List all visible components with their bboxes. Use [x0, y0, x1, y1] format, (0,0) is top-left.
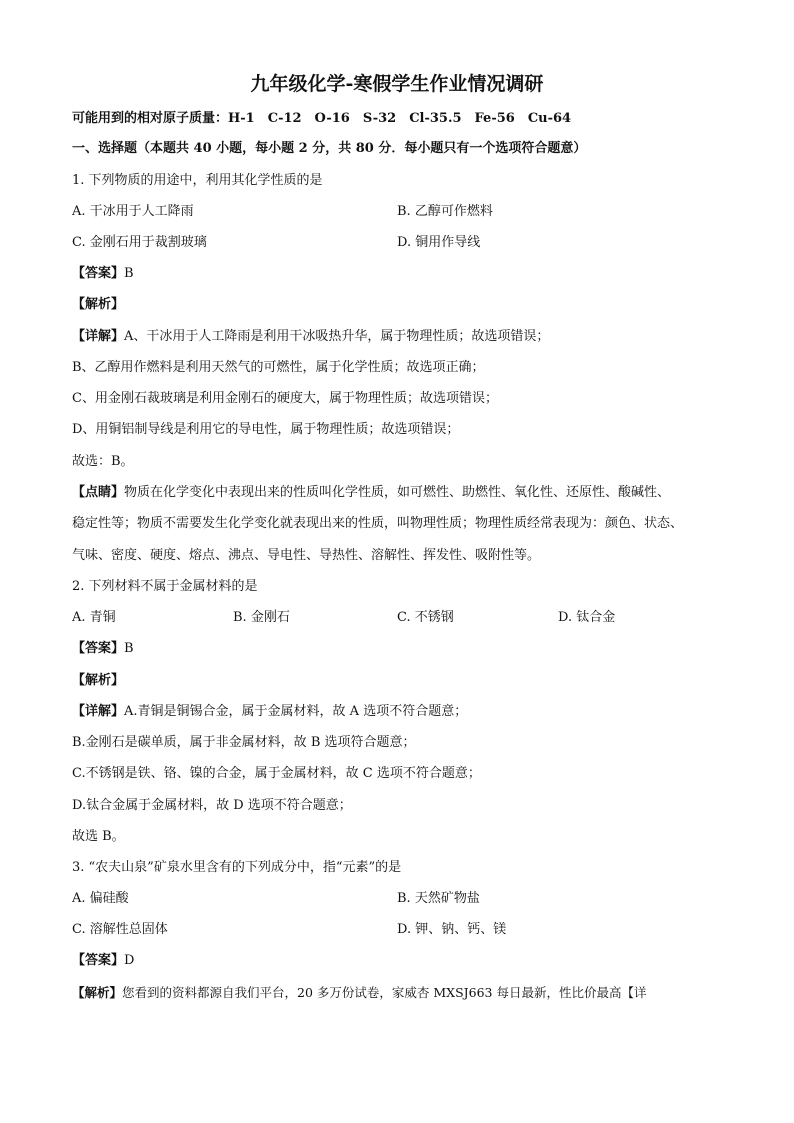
- q3-option-b: B. 天然矿物盐: [397, 891, 480, 906]
- section-heading: 一、选择题（本题共 40 小题，每小题 2 分，共 80 分．每小题只有一个选项符合题意）: [72, 141, 587, 156]
- q2-detail-c: C.不锈钢是铁、铬、镍的合金，属于金属材料，故 C 选项不符合题意；: [72, 766, 481, 781]
- q2-option-d: D. 钛合金: [558, 610, 616, 625]
- q2-option-c: C. 不锈钢: [397, 610, 454, 625]
- q1-detail-a: [72, 328, 549, 346]
- q3-option-c: C. 溶解性总固体: [72, 922, 168, 937]
- q2-answer-value: B: [124, 641, 134, 656]
- q2-detail-b: B.金刚石是碳单质，属于非金属材料，故 B 选项符合题意；: [72, 735, 416, 750]
- q2-detail-d: D.钛合金属于金属材料，故 D 选项不符合题意；: [72, 798, 352, 813]
- q1-choice: 故选：B。: [72, 454, 134, 469]
- q1-answer-label: 【答案】: [72, 266, 125, 281]
- q1-stem: 1. 下列物质的用途中，利用其化学性质的是: [72, 173, 323, 188]
- q1-comment-1: [72, 484, 670, 502]
- q3-option-d: D. 钾、钠、钙、镁: [397, 922, 507, 937]
- q2-option-b: B. 金刚石: [233, 610, 290, 625]
- q2-choice: 故选 B。: [72, 829, 125, 844]
- q3-option-a: A. 偏硅酸: [72, 891, 129, 906]
- q3-answer-label: 【答案】: [72, 953, 125, 968]
- q1-answer: [72, 265, 134, 283]
- q1-comment-1-text: 物质在化学变化中表现出来的性质叫化学性质，如可燃性、助燃性、氧化性、还原性、酸碱性、: [124, 485, 671, 500]
- q2-answer-label: 【答案】: [72, 641, 125, 656]
- q1-detail-d: D、用铜铝制导线是利用它的导电性，属于物理性质；故选项错误；: [72, 422, 460, 437]
- q3-analysis: [72, 984, 646, 1002]
- q1-detail-a-text: A、干冰用于人工降雨是利用干冰吸热升华，属于物理性质；故选项错误；: [124, 329, 550, 344]
- q1-detail-c: C、用金刚石裁玻璃是利用金刚石的硬度大，属于物理性质；故选项错误；: [72, 391, 498, 406]
- q1-option-b: B. 乙醇可作燃料: [397, 204, 493, 219]
- q3-stem: 3. “农夫山泉”矿泉水里含有的下列成分中，指“元素”的是: [72, 860, 402, 875]
- page-title: 九年级化学-寒假学生作业情况调研: [250, 73, 544, 95]
- atomic-masses: 可能用到的相对原子质量：H-1 C-12 O-16 S-32 Cl-35.5 Fe-56 Cu-64: [72, 111, 572, 126]
- q3-analysis-text: 您看到的资料都源自我们平台，20 多万份试卷，家威杏 MXSJ663 每日最新，性比价最高【详: [122, 985, 647, 1000]
- q1-option-a: A. 干冰用于人工降雨: [72, 204, 194, 219]
- q2-option-a: A. 青铜: [72, 610, 116, 625]
- q3-answer-value: D: [124, 953, 135, 968]
- q2-analysis-label: 【解析】: [72, 673, 125, 688]
- q1-analysis-label: 【解析】: [72, 297, 125, 312]
- q1-comment-2: 稳定性等；物质不需要发生化学变化就表现出来的性质，叫物理性质；物理性质经常表现为：颜色、状态、: [72, 516, 684, 531]
- q2-detail-a: [72, 703, 467, 721]
- q1-answer-value: B: [124, 266, 134, 281]
- q3-analysis-label: 【解析】: [72, 985, 123, 1000]
- q3-answer: [72, 952, 134, 970]
- q2-detail-a-text: A.青铜是铜锡合金，属于金属材料，故 A 选项不符合题意；: [124, 704, 468, 719]
- q2-answer: [72, 640, 134, 658]
- q2-detail-label: 【详解】: [72, 704, 125, 719]
- q1-option-d: D. 铜用作导线: [397, 235, 481, 250]
- q1-comment-label: 【点睛】: [72, 485, 125, 500]
- q1-comment-3: 气味、密度、硬度、熔点、沸点、导电性、导热性、溶解性、挥发性、吸附性等。: [72, 548, 541, 563]
- q1-option-c: C. 金刚石用于裁割玻璃: [72, 235, 207, 250]
- q2-stem: 2. 下列材料不属于金属材料的是: [72, 579, 258, 594]
- q1-detail-b: B、乙醇用作燃料是利用天然气的可燃性，属于化学性质；故选项正确；: [72, 360, 485, 375]
- q1-detail-label: 【详解】: [72, 329, 125, 344]
